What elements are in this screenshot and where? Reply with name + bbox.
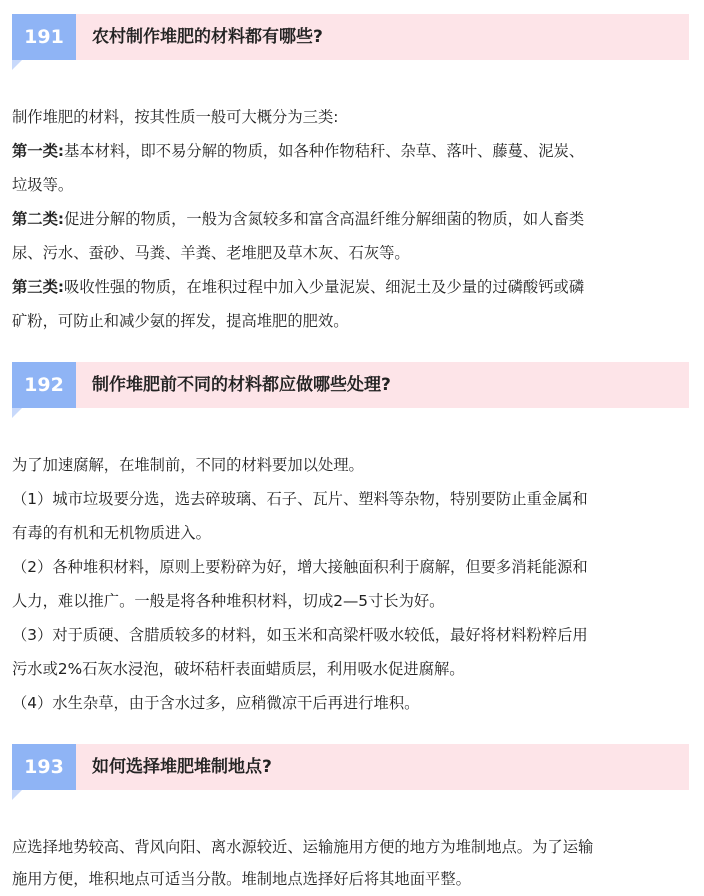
category-1-line <box>12 134 692 168</box>
item-1-line-2: 有毒的有机和无机物质进入。 <box>12 524 211 542</box>
answer-line-2: 施用方便，堆积地点可适当分散。堆制地点选择好后将其地面平整。 <box>12 870 471 888</box>
header-tail-decoration <box>12 790 22 800</box>
category-text: 吸收性强的物质，在堆积过程中加入少量泥炭、细泥土及少量的过磷酸钙或磷 <box>64 278 585 296</box>
item-4-line: （4）水生杂草，由于含水过多，应稍微凉干后再进行堆积。 <box>12 694 420 712</box>
item-3-line-2: 污水或2%石灰水浸泡，破坏秸杆表面蜡质层，利用吸水促进腐解。 <box>12 660 465 678</box>
question-header-192 <box>12 362 689 408</box>
question-title: 如何选择堆肥堆制地点? <box>92 757 272 777</box>
category-1-line-2: 垃圾等。 <box>12 176 74 194</box>
category-3-line <box>12 270 692 304</box>
intro-text: 为了加速腐解，在堆制前，不同的材料要加以处理。 <box>12 456 364 474</box>
item-2-line: （2）各种堆积材料，原则上要粉碎为好，增大接触面积利于腐解，但要多消耗能源和 <box>12 558 588 576</box>
item-3-line: （3）对于质硬、含腊质较多的材料，如玉米和高梁杆吸水较低，最好将材料粉粹后用 <box>12 626 588 644</box>
category-label: 第三类: <box>12 278 65 296</box>
category-2-line-2: 尿、污水、蚕砂、马粪、羊粪、老堆肥及草木灰、石灰等。 <box>12 244 410 262</box>
answer-line: 应选择地势较高、背风向阳、离水源较近、运输施用方便的地方为堆制地点。为了运输 <box>12 838 594 856</box>
category-3-line-2: 矿粉，可防止和减少氨的挥发，提高堆肥的肥效。 <box>12 312 349 330</box>
question-number: 193 <box>12 744 76 790</box>
header-tail-decoration <box>12 60 22 70</box>
header-tail-decoration <box>12 408 22 418</box>
category-label: 第二类: <box>12 210 65 228</box>
question-number: 191 <box>12 14 76 60</box>
category-label: 第一类: <box>12 142 65 160</box>
question-title: 制作堆肥前不同的材料都应做哪些处理? <box>92 375 391 395</box>
question-number: 192 <box>12 362 76 408</box>
question-header-193 <box>12 744 689 790</box>
item-2-line-2: 人力，难以推广。一般是将各种堆积材料，切成2—5寸长为好。 <box>12 592 445 610</box>
category-text: 基本材料，即不易分解的物质，如各种作物秸秆、杂草、落叶、藤蔓、泥炭、 <box>64 142 585 160</box>
item-1-line: （1）城市垃圾要分选，选去碎玻璃、石子、瓦片、塑料等杂物，特别要防止重金属和 <box>12 490 588 508</box>
intro-text: 制作堆肥的材料，按其性质一般可大概分为三类: <box>12 108 339 126</box>
question-title: 农村制作堆肥的材料都有哪些? <box>92 27 323 47</box>
category-2-line <box>12 202 692 236</box>
category-text: 促进分解的物质，一般为含氮较多和富含高温纤维分解细菌的物质，如人畜类 <box>64 210 585 228</box>
question-header-191 <box>12 14 689 60</box>
